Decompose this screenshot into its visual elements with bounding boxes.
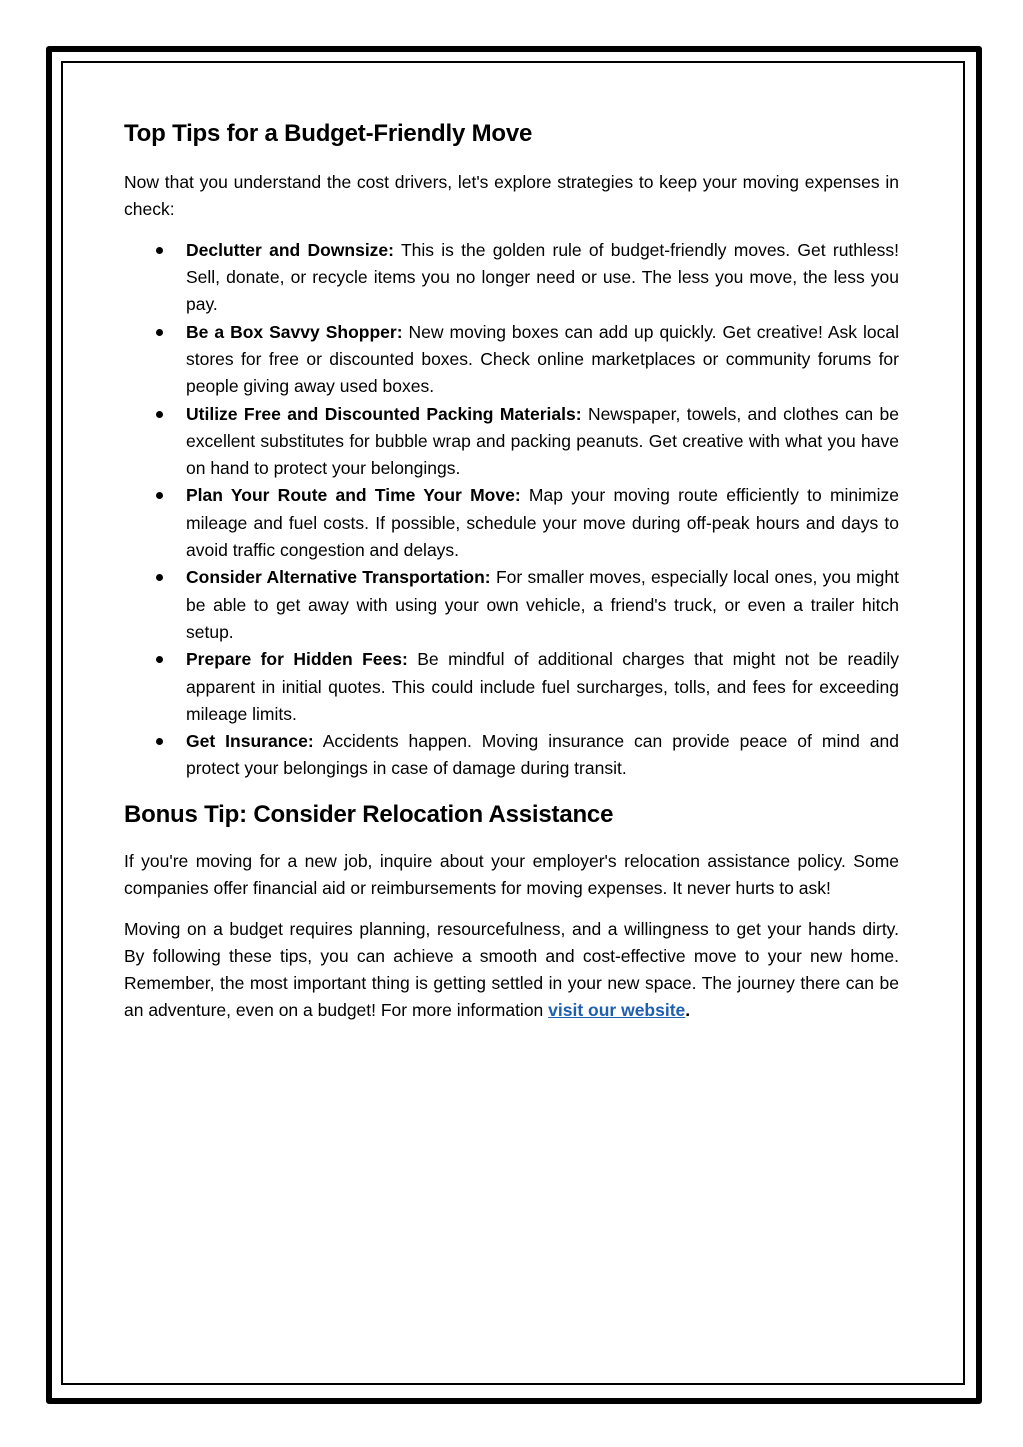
list-item [124, 401, 899, 483]
tips-list [124, 237, 899, 783]
tip-title: Declutter and Downsize: [186, 239, 394, 260]
tip-title: Get Insurance: [186, 731, 314, 752]
tip-text: Newspaper, towels, and clothes can be excellent substitutes for bubble wrap and packing peanuts. Get creative with what you have on hand to protect your belongings. [186, 403, 899, 479]
bullet-icon [156, 329, 163, 336]
tip-title: Consider Alternative Transportation: [186, 567, 491, 588]
bullet-icon [156, 411, 163, 418]
intro-paragraph: Now that you understand the cost drivers, let's explore strategies to keep your moving expenses in check: [124, 171, 899, 219]
document-content [124, 120, 899, 1038]
closing-paragraph [124, 916, 899, 1024]
bullet-icon [156, 574, 163, 581]
website-link[interactable]: visit our website [548, 999, 686, 1020]
tip-title: Prepare for Hidden Fees: [186, 649, 408, 670]
bonus-heading: Bonus Tip: Consider Relocation Assistance [124, 800, 614, 828]
tip-title: Be a Box Savvy Shopper: [186, 321, 403, 342]
page-title: Top Tips for a Budget-Friendly Move [124, 120, 533, 147]
tip-text: For smaller moves, especially local ones, you might be able to get away with using your own vehicle, a friend's truck, or even a trailer hitch setup. [186, 567, 899, 642]
tip-text: Accidents happen. Moving insurance can provide peace of mind and protect your belongings in case of damage during transit. [186, 731, 899, 779]
list-item [124, 728, 899, 783]
bullet-icon [156, 492, 163, 499]
bullet-icon [156, 738, 163, 745]
tip-text: Be mindful of additional charges that might not be readily apparent in initial quotes. This could include fuel surcharges, tolls, and fees for exceeding mileage limits. [186, 649, 899, 724]
bonus-paragraph: If you're moving for a new job, inquire about your employer's relocation assistance policy. Some companies offer financial aid or reimbursements for moving expenses. It never hurts to ask! [124, 850, 899, 898]
tip-title: Plan Your Route and Time Your Move: [186, 485, 521, 506]
tip-text: Map your moving route efficiently to minimize mileage and fuel costs. If possible, schedule your move during off-peak hours and days to avoid traffic congestion and delays. [186, 485, 899, 561]
closing-period: . [685, 999, 691, 1020]
bullet-icon [156, 656, 163, 663]
tip-text: New moving boxes can add up quickly. Get creative! Ask local stores for free or discounted boxes. Check online marketplaces or community forums for people giving away used boxes. [186, 321, 899, 397]
list-item [124, 646, 899, 728]
list-item [124, 319, 899, 401]
tip-title: Utilize Free and Discounted Packing Materials: [186, 403, 582, 424]
list-item [124, 482, 899, 564]
list-item [124, 237, 899, 319]
list-item [124, 564, 899, 646]
bullet-icon [156, 247, 163, 254]
tip-text: This is the golden rule of budget-friendly moves. Get ruthless! Sell, donate, or recycle items you no longer need or use. The less you move, the less you pay. [186, 239, 899, 315]
closing-text: Moving on a budget requires planning, resourcefulness, and a willingness to get your hands dirty. By following these tips, you can achieve a smooth and cost-effective move to your new home. Remember, the most important thing is getting settled in your new space. The journey there can be an adventure, even on a budget! For more information [124, 918, 899, 1020]
